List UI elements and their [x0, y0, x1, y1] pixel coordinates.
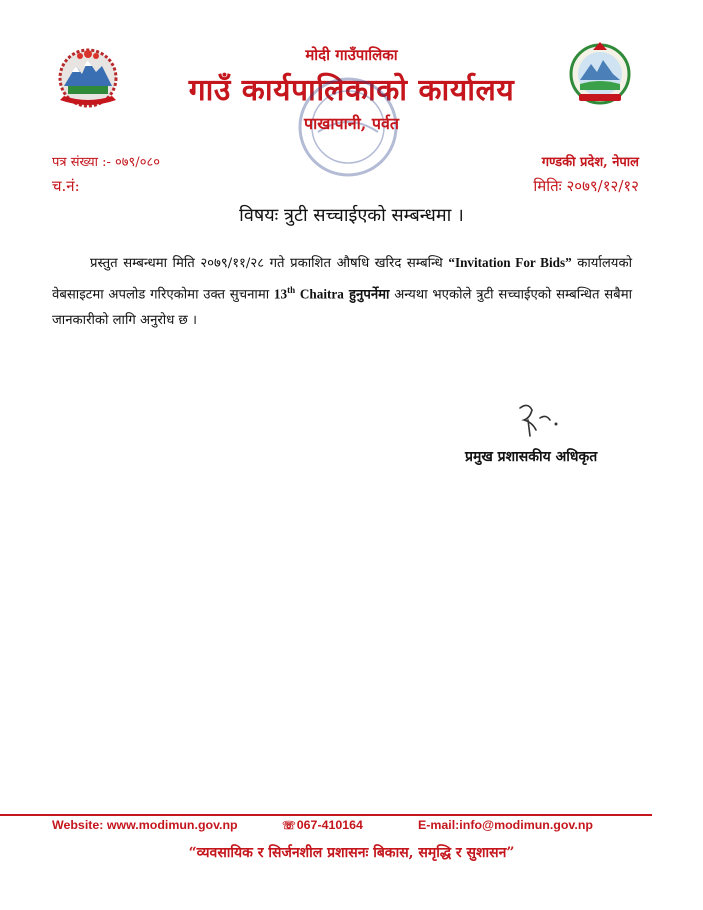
- corrected-month: Chaitra: [299, 286, 344, 302]
- body-part-2: कार्यालयको वेबसाइटमा अपलोड गरिएकोमा उक्त सुचनामा: [52, 256, 632, 303]
- signature: [510, 400, 564, 440]
- footer-slogan: “व्यवसायिक र सिर्जनशील प्रशासनः बिकास, समृद्धि र सुशासन”: [188, 845, 515, 861]
- footer-website: Website: www.modimun.gov.np: [52, 818, 238, 832]
- office-location: पाखापानी, पर्वत: [304, 114, 399, 133]
- letter-number: पत्र संख्या :- ०७९/०८०: [52, 155, 160, 170]
- footer-phone: [282, 818, 363, 832]
- footer-divider: [0, 814, 652, 816]
- province-country: गण्डकी प्रदेश, नेपाल: [541, 155, 639, 170]
- quoted-notice-title: “Invitation For Bids”: [448, 255, 572, 270]
- body-part-3: हुनुपर्नेमा: [343, 287, 390, 303]
- office-title: गाउँ कार्यपालिकाको कार्यालय: [188, 73, 515, 108]
- signatory-title: प्रमुख प्रशासकीय अधिकृत: [465, 449, 598, 465]
- corrected-day: 13: [273, 286, 288, 302]
- phone-icon: ☏: [282, 820, 296, 832]
- letter-body: [52, 250, 632, 334]
- footer-email: E-mail:info@modimun.gov.np: [418, 818, 593, 832]
- municipality-name: मोदी गाउँपालिका: [305, 46, 398, 64]
- letter-subject: विषयः त्रुटी सच्चाईएको सम्बन्धमा ।: [239, 205, 464, 226]
- body-part-1: प्रस्तुत सम्बन्धमा मिति २०७९/११/२८ गते प्रकाशित औषधि खरिद सम्बन्धि: [90, 256, 449, 271]
- letter-date: मितिः २०७९/१२/१२: [533, 177, 639, 195]
- corrected-day-suffix: th: [287, 285, 296, 295]
- dispatch-number: च.नं:: [52, 177, 80, 195]
- footer-phone-number: 067-410164: [296, 818, 363, 832]
- body-part-4: अन्यथा भएकोले त्रुटी सच्चाईएको सम्बन्धित सबैमा जानकारीको लागि अनुरोध छ ।: [52, 287, 632, 329]
